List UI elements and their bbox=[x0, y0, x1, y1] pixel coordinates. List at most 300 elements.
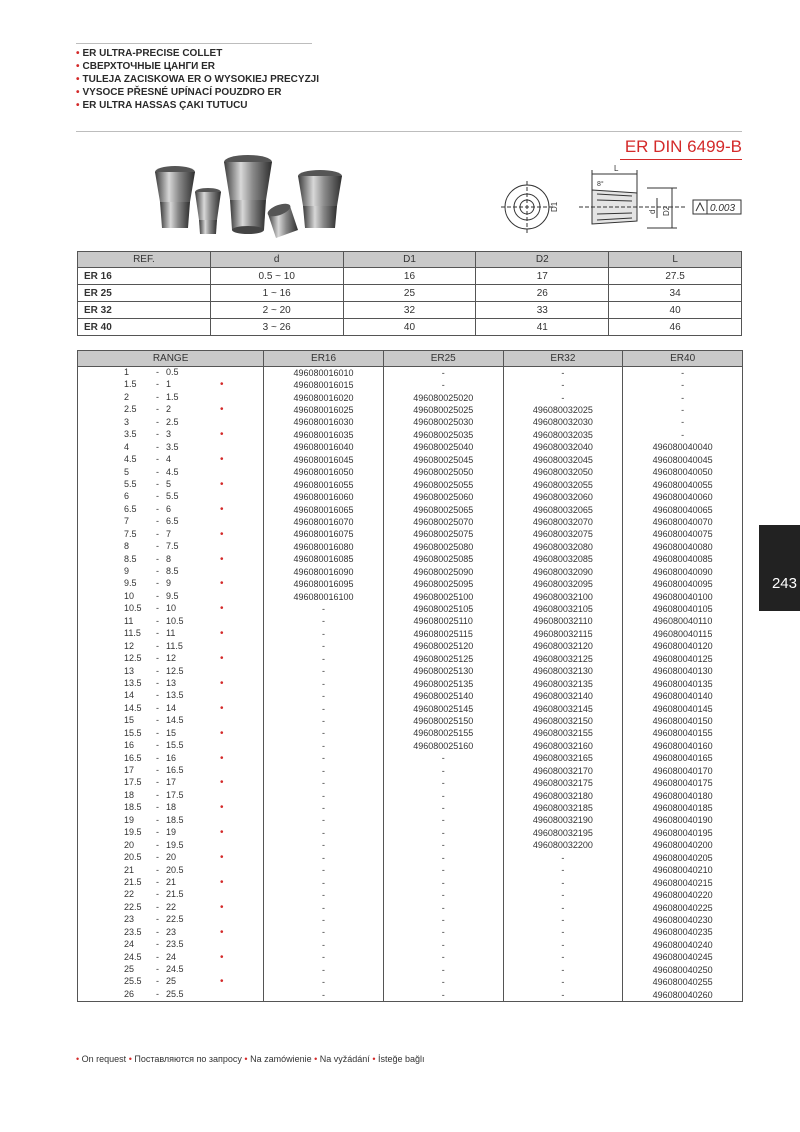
spec-row bbox=[78, 302, 742, 319]
code-cell: 496080040135 bbox=[623, 678, 743, 690]
spec-cell: 34 bbox=[609, 285, 742, 302]
range-cell bbox=[78, 753, 264, 765]
code-cell: - bbox=[264, 827, 384, 839]
range-max: 22 bbox=[124, 889, 135, 900]
range-max: 4.5 bbox=[124, 454, 137, 465]
code-cell: 496080025035 bbox=[383, 429, 503, 441]
heading-text: VYSOCE PŘESNÉ UPÍNACÍ POUZDRO ER bbox=[82, 87, 282, 98]
code-cell: 496080016050 bbox=[264, 467, 384, 479]
range-separator: - bbox=[156, 404, 159, 415]
code-cell: 496080040150 bbox=[623, 715, 743, 727]
heading-item bbox=[76, 86, 319, 99]
code-cell: - bbox=[503, 392, 623, 404]
code-cell: - bbox=[383, 927, 503, 939]
red-dot-icon: • bbox=[244, 1054, 251, 1064]
code-cell: - bbox=[264, 703, 384, 715]
range-cell bbox=[78, 578, 264, 590]
range-cell bbox=[78, 690, 264, 702]
spec-cell: 25 bbox=[343, 285, 476, 302]
code-cell: - bbox=[383, 827, 503, 839]
top-rule bbox=[76, 43, 312, 44]
code-row bbox=[78, 653, 743, 665]
code-cell: - bbox=[264, 927, 384, 939]
range-min: 21 bbox=[166, 876, 177, 887]
code-cell: - bbox=[264, 815, 384, 827]
code-cell: - bbox=[623, 429, 743, 441]
code-cell: - bbox=[383, 802, 503, 814]
range-max: 20 bbox=[124, 839, 135, 850]
code-cell: - bbox=[264, 641, 384, 653]
code-cell: 496080025105 bbox=[383, 603, 503, 615]
code-cell: 496080032045 bbox=[503, 454, 623, 466]
range-max: 1 bbox=[124, 367, 130, 377]
range-cell bbox=[78, 454, 264, 466]
code-cell: - bbox=[623, 379, 743, 391]
range-max: 26 bbox=[124, 988, 135, 999]
spec-row bbox=[78, 319, 742, 336]
code-cell: - bbox=[383, 914, 503, 926]
tolerance-frame bbox=[693, 200, 741, 214]
range-separator: - bbox=[156, 727, 159, 738]
code-cell: - bbox=[383, 765, 503, 777]
code-cell: - bbox=[264, 616, 384, 628]
red-dot-icon: • bbox=[220, 827, 224, 839]
range-max: 20.5 bbox=[124, 852, 142, 863]
range-cell bbox=[78, 404, 264, 416]
range-max: 4 bbox=[124, 441, 130, 452]
code-cell: - bbox=[264, 989, 384, 1002]
code-cell: 496080040165 bbox=[623, 753, 743, 765]
code-cell: - bbox=[264, 976, 384, 988]
code-cell: 496080016065 bbox=[264, 504, 384, 516]
code-cell: 496080016100 bbox=[264, 591, 384, 603]
red-dot-icon: • bbox=[220, 951, 224, 963]
dim-l-label: L bbox=[614, 164, 619, 173]
spec-cell: 27.5 bbox=[609, 268, 742, 285]
side-view bbox=[579, 170, 687, 228]
code-cell: 496080032195 bbox=[503, 827, 623, 839]
code-cell: 496080016025 bbox=[264, 404, 384, 416]
range-separator: - bbox=[156, 876, 159, 887]
range-min: 3.5 bbox=[166, 441, 179, 452]
code-cell: 496080040110 bbox=[623, 616, 743, 628]
code-row bbox=[78, 939, 743, 951]
range-max: 19.5 bbox=[124, 827, 142, 838]
range-cell bbox=[78, 678, 264, 690]
range-separator: - bbox=[156, 677, 159, 688]
range-separator: - bbox=[156, 566, 159, 576]
code-cell: 496080040245 bbox=[623, 952, 743, 964]
spec-row bbox=[78, 268, 742, 285]
range-cell bbox=[78, 516, 264, 528]
range-max: 6 bbox=[124, 491, 130, 502]
range-max: 3 bbox=[124, 416, 130, 427]
range-min: 1 bbox=[166, 379, 172, 390]
range-cell bbox=[78, 504, 264, 516]
spec-cell: 0.5 ~ 10 bbox=[210, 268, 343, 285]
code-cell: 496080016015 bbox=[264, 379, 384, 391]
range-separator: - bbox=[156, 553, 159, 564]
code-cell: - bbox=[264, 964, 384, 976]
code-row bbox=[78, 392, 743, 404]
code-cell: 496080032165 bbox=[503, 753, 623, 765]
code-cell: 496080040255 bbox=[623, 976, 743, 988]
code-cell: 496080032110 bbox=[503, 616, 623, 628]
range-max: 1.5 bbox=[124, 379, 137, 390]
range-max: 2.5 bbox=[124, 404, 137, 415]
footnote-text: Na zamówienie bbox=[250, 1054, 312, 1064]
heading-text: СВЕРХТОЧНЫЕ ЦАНГИ ER bbox=[82, 61, 215, 72]
range-min: 12 bbox=[166, 653, 177, 664]
range-min: 19.5 bbox=[166, 839, 184, 850]
range-max: 5.5 bbox=[124, 478, 137, 489]
code-row bbox=[78, 964, 743, 976]
code-row bbox=[78, 728, 743, 740]
code-cell: 496080032070 bbox=[503, 516, 623, 528]
code-cell: 496080032130 bbox=[503, 666, 623, 678]
code-cell: 496080032055 bbox=[503, 479, 623, 491]
code-cell: 496080040250 bbox=[623, 964, 743, 976]
code-cell: - bbox=[264, 914, 384, 926]
spec-cell: 40 bbox=[609, 302, 742, 319]
code-row bbox=[78, 404, 743, 416]
code-row bbox=[78, 840, 743, 852]
range-min: 7 bbox=[166, 528, 172, 539]
range-separator: - bbox=[156, 852, 159, 863]
code-cell: - bbox=[264, 939, 384, 951]
heading-text: TULEJA ZACISKOWA ER O WYSOKIEJ PRECYZJI bbox=[82, 74, 320, 85]
code-row bbox=[78, 852, 743, 864]
range-separator: - bbox=[156, 491, 159, 502]
code-cell: 496080040180 bbox=[623, 790, 743, 802]
spec-cell: 33 bbox=[476, 302, 609, 319]
range-max: 22.5 bbox=[124, 901, 142, 912]
range-max: 11 bbox=[124, 615, 134, 626]
code-row bbox=[78, 889, 743, 901]
page-number: 243 bbox=[771, 575, 797, 592]
code-cell: - bbox=[264, 628, 384, 640]
code-row bbox=[78, 976, 743, 988]
range-min: 3 bbox=[166, 429, 172, 440]
code-row bbox=[78, 703, 743, 715]
code-cell: 496080040040 bbox=[623, 442, 743, 454]
code-cell: - bbox=[383, 840, 503, 852]
code-row bbox=[78, 479, 743, 491]
red-dot-icon: • bbox=[220, 901, 224, 913]
code-cell: - bbox=[383, 976, 503, 988]
range-min: 4.5 bbox=[166, 466, 179, 477]
range-cell bbox=[78, 852, 264, 864]
code-cell: 496080040080 bbox=[623, 541, 743, 553]
code-cell: 496080016040 bbox=[264, 442, 384, 454]
range-separator: - bbox=[156, 802, 159, 813]
code-cell: - bbox=[264, 753, 384, 765]
code-cell: 496080040140 bbox=[623, 690, 743, 702]
spec-header-cell: D2 bbox=[476, 252, 609, 268]
spec-cell: 40 bbox=[343, 319, 476, 336]
code-row bbox=[78, 989, 743, 1002]
code-cell: 496080025140 bbox=[383, 690, 503, 702]
range-max: 18.5 bbox=[124, 802, 142, 813]
code-row bbox=[78, 591, 743, 603]
range-separator: - bbox=[156, 466, 159, 477]
code-cell: - bbox=[264, 902, 384, 914]
range-cell bbox=[78, 379, 264, 391]
code-cell: 496080040125 bbox=[623, 653, 743, 665]
range-min: 15 bbox=[166, 727, 177, 738]
range-cell bbox=[78, 802, 264, 814]
code-cell: 496080032160 bbox=[503, 740, 623, 752]
code-cell: - bbox=[264, 728, 384, 740]
dim-d2-label: D2 bbox=[662, 205, 671, 216]
code-row bbox=[78, 379, 743, 391]
range-separator: - bbox=[156, 988, 159, 999]
red-dot-icon: • bbox=[76, 87, 80, 98]
code-cell: 496080025100 bbox=[383, 591, 503, 603]
range-max: 15.5 bbox=[124, 727, 142, 738]
range-separator: - bbox=[156, 702, 159, 713]
range-cell bbox=[78, 566, 264, 578]
code-row bbox=[78, 690, 743, 702]
range-min: 25.5 bbox=[166, 988, 184, 999]
code-cell: 496080040190 bbox=[623, 815, 743, 827]
range-max: 10.5 bbox=[124, 603, 142, 614]
range-min: 17.5 bbox=[166, 789, 184, 800]
code-cell: 496080040215 bbox=[623, 877, 743, 889]
range-separator: - bbox=[156, 839, 159, 850]
red-dot-icon: • bbox=[220, 528, 224, 540]
code-cell: - bbox=[503, 964, 623, 976]
code-row bbox=[78, 442, 743, 454]
code-row bbox=[78, 603, 743, 615]
code-cell: 496080040090 bbox=[623, 566, 743, 578]
code-row bbox=[78, 566, 743, 578]
code-cell: 496080025155 bbox=[383, 728, 503, 740]
range-max: 16 bbox=[124, 740, 135, 751]
code-cell: - bbox=[383, 964, 503, 976]
range-max: 8 bbox=[124, 541, 130, 552]
range-max: 17.5 bbox=[124, 777, 142, 788]
range-max: 14.5 bbox=[124, 702, 142, 713]
code-cell: 496080025025 bbox=[383, 404, 503, 416]
code-cell: 496080032120 bbox=[503, 641, 623, 653]
code-row bbox=[78, 616, 743, 628]
range-cell bbox=[78, 939, 264, 951]
range-cell bbox=[78, 442, 264, 454]
code-row bbox=[78, 902, 743, 914]
range-separator: - bbox=[156, 951, 159, 962]
range-max: 12 bbox=[124, 640, 135, 651]
range-separator: - bbox=[156, 814, 159, 825]
range-separator: - bbox=[156, 653, 159, 664]
red-dot-icon: • bbox=[220, 653, 224, 665]
code-cell: - bbox=[264, 889, 384, 901]
front-view bbox=[501, 181, 553, 233]
range-cell bbox=[78, 765, 264, 777]
range-min: 21.5 bbox=[166, 889, 184, 900]
range-min: 15.5 bbox=[166, 740, 184, 751]
range-separator: - bbox=[156, 827, 159, 838]
code-cell: 496080040200 bbox=[623, 840, 743, 852]
code-cell: 496080016085 bbox=[264, 554, 384, 566]
code-cell: 496080032060 bbox=[503, 491, 623, 503]
range-min: 8 bbox=[166, 553, 172, 564]
range-max: 17 bbox=[124, 765, 135, 775]
dim-d1-label: D1 bbox=[550, 201, 559, 212]
code-cell: 496080016010 bbox=[264, 367, 384, 380]
collet-small bbox=[195, 188, 221, 234]
code-cell: 496080032035 bbox=[503, 429, 623, 441]
red-dot-icon: • bbox=[220, 802, 224, 814]
code-cell: 496080016020 bbox=[264, 392, 384, 404]
range-min: 16 bbox=[166, 752, 177, 763]
code-cell: 496080025095 bbox=[383, 578, 503, 590]
range-max: 5 bbox=[124, 466, 130, 477]
code-cell: 496080025045 bbox=[383, 454, 503, 466]
range-min: 9 bbox=[166, 578, 172, 589]
code-cell: - bbox=[503, 976, 623, 988]
range-cell bbox=[78, 715, 264, 727]
range-max: 10 bbox=[124, 590, 135, 601]
code-row bbox=[78, 529, 743, 541]
range-min: 14.5 bbox=[166, 715, 184, 726]
range-separator: - bbox=[156, 416, 159, 427]
code-cell: 496080025030 bbox=[383, 417, 503, 429]
range-min: 11 bbox=[166, 628, 176, 639]
range-separator: - bbox=[156, 590, 159, 601]
range-cell bbox=[78, 541, 264, 553]
code-cell: - bbox=[264, 852, 384, 864]
code-row bbox=[78, 865, 743, 877]
red-dot-icon: • bbox=[76, 61, 80, 72]
code-cell: - bbox=[503, 902, 623, 914]
code-cell: 496080025125 bbox=[383, 653, 503, 665]
range-cell bbox=[78, 927, 264, 939]
code-cell: 496080040170 bbox=[623, 765, 743, 777]
code-cell: 496080040055 bbox=[623, 479, 743, 491]
code-cell: - bbox=[503, 865, 623, 877]
range-cell bbox=[78, 417, 264, 429]
range-separator: - bbox=[156, 901, 159, 912]
code-cell: - bbox=[264, 653, 384, 665]
range-cell bbox=[78, 628, 264, 640]
heading-item bbox=[76, 47, 319, 60]
heading-text: ER ULTRA HASSAS ÇAKI TUTUCU bbox=[82, 100, 248, 111]
code-row bbox=[78, 429, 743, 441]
range-max: 21 bbox=[124, 864, 135, 875]
range-cell bbox=[78, 976, 264, 988]
code-cell: 496080025050 bbox=[383, 467, 503, 479]
code-cell: 496080040205 bbox=[623, 852, 743, 864]
code-cell: 496080032175 bbox=[503, 777, 623, 789]
code-cell: - bbox=[623, 392, 743, 404]
range-min: 24.5 bbox=[166, 964, 184, 974]
code-cell: 496080040235 bbox=[623, 927, 743, 939]
range-separator: - bbox=[156, 976, 159, 987]
range-min: 14 bbox=[166, 702, 177, 713]
code-cell: 496080040085 bbox=[623, 554, 743, 566]
code-cell: - bbox=[383, 989, 503, 1002]
code-row bbox=[78, 827, 743, 839]
heading-list bbox=[76, 47, 319, 112]
range-max: 16.5 bbox=[124, 752, 142, 763]
code-table-header bbox=[78, 351, 743, 367]
range-separator: - bbox=[156, 914, 159, 925]
code-row bbox=[78, 914, 743, 926]
heading-item bbox=[76, 60, 319, 73]
code-cell: 496080032180 bbox=[503, 790, 623, 802]
range-cell bbox=[78, 367, 264, 380]
spec-ref-cell: ER 32 bbox=[78, 302, 211, 319]
code-cell: 496080025160 bbox=[383, 740, 503, 752]
code-cell: 496080016055 bbox=[264, 479, 384, 491]
range-separator: - bbox=[156, 715, 159, 726]
code-cell: - bbox=[264, 790, 384, 802]
code-header-cell: ER40 bbox=[623, 351, 743, 367]
code-row bbox=[78, 516, 743, 528]
range-min: 23 bbox=[166, 926, 177, 937]
code-cell: 496080032030 bbox=[503, 417, 623, 429]
code-row bbox=[78, 678, 743, 690]
range-max: 9 bbox=[124, 566, 130, 576]
code-header-cell: ER25 bbox=[383, 351, 503, 367]
red-dot-icon: • bbox=[220, 379, 224, 391]
range-separator: - bbox=[156, 367, 159, 377]
spec-cell: 41 bbox=[476, 319, 609, 336]
range-max: 18 bbox=[124, 789, 135, 800]
code-cell: 496080032105 bbox=[503, 603, 623, 615]
range-cell bbox=[78, 902, 264, 914]
code-cell: 496080040100 bbox=[623, 591, 743, 603]
code-cell: 496080032190 bbox=[503, 815, 623, 827]
code-cell: - bbox=[264, 952, 384, 964]
code-table bbox=[77, 350, 743, 1002]
code-cell: 496080032065 bbox=[503, 504, 623, 516]
code-cell: - bbox=[623, 367, 743, 380]
code-cell: - bbox=[264, 865, 384, 877]
code-cell: 496080016070 bbox=[264, 516, 384, 528]
range-min: 13 bbox=[166, 677, 177, 688]
code-row bbox=[78, 802, 743, 814]
range-cell bbox=[78, 827, 264, 839]
range-min: 0.5 bbox=[166, 367, 179, 377]
range-separator: - bbox=[156, 864, 159, 875]
range-min: 2.5 bbox=[166, 416, 179, 427]
code-cell: - bbox=[503, 927, 623, 939]
code-cell: 496080040095 bbox=[623, 578, 743, 590]
range-min: 25 bbox=[166, 976, 177, 987]
range-separator: - bbox=[156, 740, 159, 751]
code-cell: 496080040185 bbox=[623, 802, 743, 814]
range-cell bbox=[78, 790, 264, 802]
code-row bbox=[78, 504, 743, 516]
code-row bbox=[78, 628, 743, 640]
collet-photo bbox=[140, 150, 350, 240]
range-min: 6 bbox=[166, 503, 172, 514]
footnote-text: İsteğe bağlı bbox=[377, 1054, 425, 1064]
page-tab bbox=[759, 525, 800, 611]
code-cell: 496080016060 bbox=[264, 491, 384, 503]
code-cell: 496080040225 bbox=[623, 902, 743, 914]
code-cell: 496080025055 bbox=[383, 479, 503, 491]
range-max: 23 bbox=[124, 914, 135, 925]
code-cell: - bbox=[503, 939, 623, 951]
range-min: 20 bbox=[166, 852, 177, 863]
range-cell bbox=[78, 728, 264, 740]
range-min: 22 bbox=[166, 901, 177, 912]
code-cell: 496080032085 bbox=[503, 554, 623, 566]
code-cell: 496080032040 bbox=[503, 442, 623, 454]
